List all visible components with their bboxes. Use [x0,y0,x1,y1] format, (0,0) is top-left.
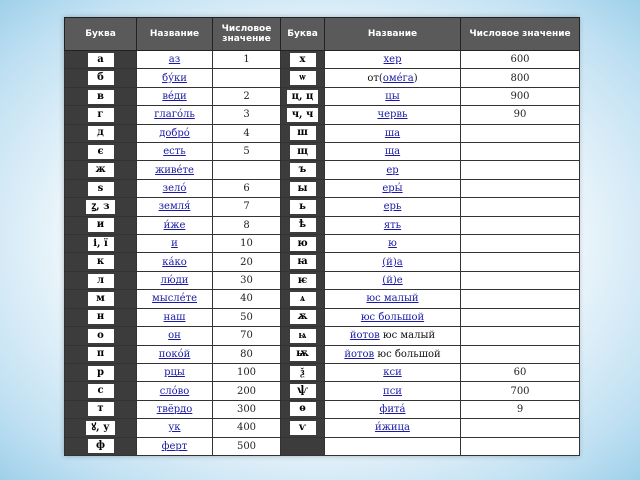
letter-name-link[interactable]: мысле́те [151,293,198,305]
name-cell [137,363,213,381]
name-cell [325,253,461,271]
letter-glyph: ѵ [290,421,316,435]
letter-name-link[interactable]: лю́ди [160,275,189,287]
numeric-value-cell: 40 [213,290,281,308]
table-row [65,124,580,142]
numeric-value-cell [461,290,580,308]
table-row [65,253,580,271]
name-cell [325,161,461,179]
numeric-value-cell: 80 [213,345,281,363]
letter-cell [65,51,137,69]
letter-name-link[interactable]: глаго́ль [154,109,195,121]
letter-name-link[interactable]: ка́ко [162,256,187,268]
letter-glyph: ѣ [290,218,316,232]
table-row [65,51,580,69]
letter-glyph: ꙁ, з [86,200,114,214]
table-row [65,419,580,437]
letter-cell [281,161,325,179]
letter-cell [281,179,325,197]
numeric-value-cell [461,253,580,271]
name-cell [325,69,461,87]
letter-cell [281,69,325,87]
name-cell [137,69,213,87]
numeric-value-cell: 9 [461,400,580,418]
letter-cell [281,143,325,161]
letter-cell [281,345,325,363]
letter-glyph: ж [88,163,114,177]
letter-name-link[interactable]: добро́ [159,127,190,139]
letter-cell [281,124,325,142]
table-body [65,51,580,456]
name-cell [137,382,213,400]
letter-name-link[interactable]: червь [377,109,408,121]
letter-cell [65,198,137,216]
numeric-value-cell: 70 [213,327,281,345]
name-cell [325,437,461,455]
numeric-value-cell: 8 [213,216,281,234]
letter-name-link[interactable]: ерь [383,201,402,213]
name-cell [137,161,213,179]
letter-name-suffix: юс малый [379,330,436,342]
letter-cell [65,235,137,253]
table-row [65,161,580,179]
letter-glyph: к [88,255,114,269]
letter-name-link[interactable]: и [171,238,178,250]
letter-cell [281,363,325,381]
letter-cell [65,363,137,381]
letter-name-link[interactable]: ять [383,219,402,231]
letter-glyph: м [88,292,114,306]
table-row [65,198,580,216]
letter-name-prefix: от( [367,72,383,84]
letter-cell [281,400,325,418]
name-cell [325,216,461,234]
numeric-value-cell [461,235,580,253]
name-cell [325,235,461,253]
letter-name-link[interactable]: юс малый [366,293,419,305]
letter-name-link[interactable]: ве́ди [162,91,187,103]
letter-name-link[interactable]: (й)а [382,256,403,268]
numeric-value-cell [461,271,580,289]
table-row [65,143,580,161]
letter-glyph: г [88,108,114,122]
numeric-value-cell [461,419,580,437]
letter-glyph: т [88,402,114,416]
letter-glyph: х [290,53,316,67]
name-cell [325,87,461,105]
name-cell [325,400,461,418]
table-row [65,179,580,197]
numeric-value-cell: 20 [213,253,281,271]
numeric-value-cell [461,216,580,234]
name-cell [325,271,461,289]
letter-name-link[interactable]: рцы [164,367,185,379]
numeric-value-cell: 90 [461,106,580,124]
letter-glyph: ч, ч [287,108,319,122]
letter-glyph: ѩ [290,329,316,343]
letter-glyph: ѱ [290,384,316,398]
numeric-value-cell: 100 [213,363,281,381]
numeric-value-cell [461,161,580,179]
letter-cell [281,290,325,308]
letter-cell [65,419,137,437]
numeric-value-cell: 6 [213,179,281,197]
numeric-value-cell [461,179,580,197]
letter-cell [65,143,137,161]
numeric-value-cell: 300 [213,400,281,418]
letter-cell [281,51,325,69]
cyrillic-alphabet-table [64,17,580,456]
letter-glyph: с [88,384,114,398]
name-cell [325,363,461,381]
letter-name-link[interactable]: хер [383,54,402,66]
numeric-value-cell: 50 [213,308,281,326]
name-cell [137,87,213,105]
name-cell [137,179,213,197]
numeric-value-cell [461,437,580,455]
name-cell [137,198,213,216]
letter-cell [281,106,325,124]
letter-cell [65,69,137,87]
name-cell [325,308,461,326]
numeric-value-cell [461,345,580,363]
numeric-value-cell: 500 [213,437,281,455]
letter-name-link[interactable]: есть [163,146,186,158]
table-row [65,69,580,87]
numeric-value-cell: 4 [213,124,281,142]
letter-cell [281,308,325,326]
table-row [65,271,580,289]
letter-cell [65,400,137,418]
header-value-right: Числовое значение [461,18,580,51]
numeric-value-cell [461,143,580,161]
numeric-value-cell: 400 [213,419,281,437]
letter-name-link[interactable]: бу́ки [162,72,187,84]
name-cell [325,179,461,197]
letter-glyph: ѫ [290,310,316,324]
letter-glyph: и [88,218,114,232]
letter-name-link[interactable]: поко́й [158,348,191,360]
numeric-value-cell: 1 [213,51,281,69]
numeric-value-cell: 800 [461,69,580,87]
letter-glyph: ѡ [290,71,316,85]
letter-cell [281,327,325,345]
table-row [65,216,580,234]
numeric-value-cell: 60 [461,363,580,381]
letter-name-link[interactable]: сло́во [159,385,190,397]
alphabet-table-sheet [64,17,579,456]
name-cell [325,124,461,142]
name-cell [325,198,461,216]
name-cell [137,235,213,253]
letter-glyph: б [88,71,114,85]
letter-cell [65,106,137,124]
table-row [65,290,580,308]
letter-cell [65,345,137,363]
letter-cell [65,179,137,197]
letter-name-link[interactable]: юс большой [360,311,425,323]
numeric-value-cell [461,327,580,345]
letter-cell [281,271,325,289]
numeric-value-cell [213,161,281,179]
header-name-right: Название [325,18,461,51]
name-cell [137,124,213,142]
name-cell [137,437,213,455]
letter-glyph: н [88,310,114,324]
header-value-left: Числовое значение [213,18,281,51]
letter-glyph: ꙗ [290,255,316,269]
header-name-left: Название [137,18,213,51]
letter-name-link[interactable]: ю [388,238,397,250]
numeric-value-cell [213,69,281,87]
letter-glyph: ъ [290,163,316,177]
table-row [65,345,580,363]
letter-cell [65,382,137,400]
numeric-value-cell: 7 [213,198,281,216]
name-cell [137,51,213,69]
letter-glyph: ц, ц [287,90,319,104]
letter-cell [65,308,137,326]
name-cell [325,419,461,437]
letter-name-link[interactable]: (й)е [382,275,403,287]
letter-name-link[interactable]: наш [163,311,186,323]
letter-glyph: п [88,347,114,361]
letter-glyph: ю [290,237,316,251]
letter-cell [65,161,137,179]
name-cell [325,345,461,363]
letter-cell [65,327,137,345]
letter-glyph: ѧ [290,292,316,306]
name-cell [325,290,461,308]
table-row [65,363,580,381]
numeric-value-cell: 3 [213,106,281,124]
name-cell [137,345,213,363]
name-cell [137,106,213,124]
numeric-value-cell [461,198,580,216]
table-row [65,437,580,455]
letter-name-link[interactable]: ферт [161,440,188,452]
letter-glyph: ꙋ, у [86,421,114,435]
letter-glyph: ѥ [290,274,316,288]
letter-name-link[interactable]: оме́га [382,72,414,84]
letter-name-link[interactable]: йотов [344,348,375,360]
letter-glyph: і, ї [88,237,114,251]
numeric-value-cell: 600 [461,51,580,69]
letter-name-suffix: юс большой [374,348,441,360]
name-cell [137,308,213,326]
letter-cell [65,87,137,105]
letter-glyph: ы [290,182,316,196]
letter-cell [281,235,325,253]
letter-name-suffix: ) [413,72,418,84]
table-row [65,87,580,105]
letter-glyph: л [88,274,114,288]
letter-name-link[interactable]: живе́те [155,164,194,176]
name-cell [137,143,213,161]
numeric-value-cell: 700 [461,382,580,400]
letter-cell [65,290,137,308]
name-cell [137,271,213,289]
letter-name-link[interactable]: ща [384,146,401,158]
table-row [65,308,580,326]
letter-cell [65,271,137,289]
numeric-value-cell [461,308,580,326]
letter-name-link[interactable]: кси [383,367,402,379]
numeric-value-cell: 10 [213,235,281,253]
header-letter-left: Буква [65,18,137,51]
letter-cell [281,419,325,437]
letter-name-link[interactable]: ша [384,127,401,139]
letter-cell [281,253,325,271]
table-row [65,235,580,253]
letter-cell [65,253,137,271]
name-cell [137,327,213,345]
numeric-value-cell: 200 [213,382,281,400]
letter-name-link[interactable]: еры́ [382,183,403,195]
table-row [65,327,580,345]
letter-glyph: щ [290,145,316,159]
letter-glyph: ѕ [88,182,114,196]
table-row [65,106,580,124]
letter-cell [281,198,325,216]
letter-cell [281,87,325,105]
letter-glyph: є [88,145,114,159]
table-row [65,400,580,418]
letter-glyph: ф [88,439,114,453]
numeric-value-cell: 2 [213,87,281,105]
letter-glyph: в [88,90,114,104]
letter-cell [65,437,137,455]
header-letter-right: Буква [281,18,325,51]
letter-name-link[interactable]: он [168,330,181,342]
numeric-value-cell: 30 [213,271,281,289]
letter-glyph: ь [290,200,316,214]
letter-name-link[interactable]: зело́ [162,183,187,195]
letter-cell [65,124,137,142]
letter-name-link[interactable]: йотов [349,330,380,342]
name-cell [325,327,461,345]
letter-name-link[interactable]: и́жица [375,422,410,434]
numeric-value-cell [461,124,580,142]
name-cell [137,290,213,308]
letter-name-link[interactable]: и́же [163,219,186,231]
letter-glyph: ѯ [290,366,316,380]
letter-name-link[interactable]: земля́ [158,201,191,213]
letter-glyph: ѳ [290,402,316,416]
letter-cell [281,437,325,455]
name-cell [325,51,461,69]
letter-glyph: а [88,53,114,67]
letter-glyph: д [88,126,114,140]
letter-cell [65,216,137,234]
letter-glyph: р [88,366,114,380]
name-cell [137,216,213,234]
letter-name-link[interactable]: аз [168,54,181,66]
name-cell [137,419,213,437]
letter-glyph: ш [290,126,316,140]
numeric-value-cell: 900 [461,87,580,105]
letter-name-link[interactable]: пси [383,385,402,397]
name-cell [325,106,461,124]
table-header-row [65,18,580,51]
numeric-value-cell: 5 [213,143,281,161]
letter-name-link[interactable]: цы [385,91,400,103]
letter-name-link[interactable]: ук [168,422,181,434]
letter-glyph: о [88,329,114,343]
letter-glyph: ѭ [290,347,316,361]
table-row [65,382,580,400]
letter-cell [281,382,325,400]
letter-cell [281,216,325,234]
letter-name-link[interactable]: ер [386,164,399,176]
name-cell [137,253,213,271]
letter-name-link[interactable]: фита́ [379,403,406,415]
letter-name-link[interactable]: твёрдо [156,403,193,415]
name-cell [325,382,461,400]
name-cell [137,400,213,418]
name-cell [325,143,461,161]
